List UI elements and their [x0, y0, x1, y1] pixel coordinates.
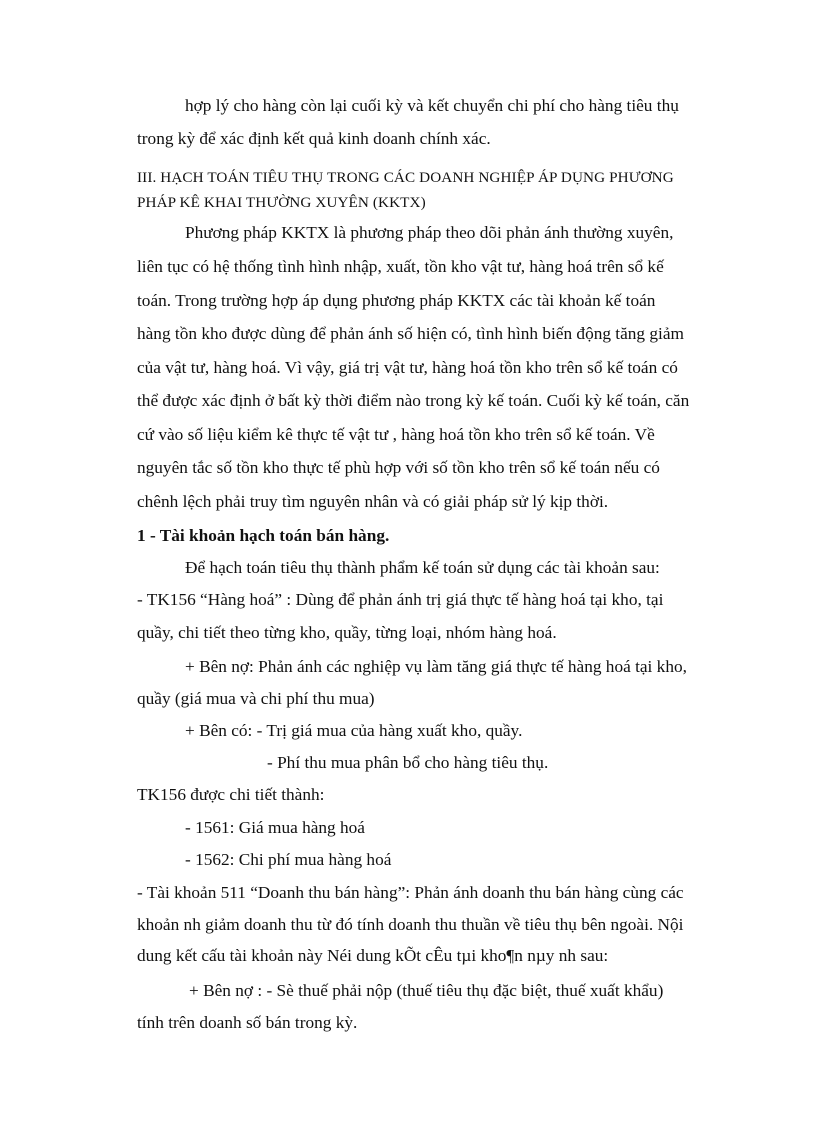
text-line: + Bên nợ : - Sè thuế phải nộp (thuế tiêu thụ đặc biệt, thuế xuất khẩu)	[189, 981, 664, 1000]
section-heading: III. HẠCH TOÁN TIÊU THỤ TRONG CÁC DOANH NGHIỆP ÁP DỤNG PHƯƠNG	[137, 169, 674, 186]
text-line: quầy (giá mua và chi phí thu mua)	[137, 689, 375, 708]
text-line: tính trên doanh số bán trong kỳ.	[137, 1013, 358, 1032]
section-heading: PHÁP KÊ KHAI THƯỜNG XUYÊN (KKTX)	[137, 194, 426, 211]
text-line: chênh lệch phải truy tìm nguyên nhân và có giải pháp sử lý kịp thời.	[137, 492, 609, 511]
text-line: - TK156 “Hàng hoá” : Dùng để phản ánh trị giá thực tế hàng hoá tại kho, tại	[137, 590, 664, 609]
text-line: TK156 được chi tiết thành:	[137, 785, 325, 804]
text-line: trong kỳ để xác định kết quả kinh doanh chính xác.	[137, 129, 491, 148]
text-line: - 1561: Giá mua hàng hoá	[185, 818, 365, 837]
text-line: Phương pháp KKTX là phương pháp theo dõi phản ánh thường xuyên,	[185, 223, 674, 242]
text-line: Để hạch toán tiêu thụ thành phẩm kế toán sử dụng các tài khoản sau:	[185, 558, 660, 577]
text-line: quầy, chi tiết theo từng kho, quầy, từng loại, nhóm hàng hoá.	[137, 623, 557, 642]
text-line: + Bên có: - Trị giá mua của hàng xuất kho, quầy.	[185, 721, 523, 740]
text-line: liên tục có hệ thống tình hình nhập, xuất, tồn kho vật tư, hàng hoá trên sổ kế	[137, 257, 664, 276]
text-line: khoản nh giảm doanh thu từ đó tính doanh thu thuần về tiêu thụ bên ngoài. Nội	[137, 915, 684, 934]
text-line: hợp lý cho hàng còn lại cuối kỳ và kết chuyển chi phí cho hàng tiêu thụ	[185, 96, 679, 115]
text-line: của vật tư, hàng hoá. Vì vậy, giá trị vật tư, hàng hoá tồn kho trên sổ kế toán có	[137, 358, 678, 377]
text-line: - 1562: Chi phí mua hàng hoá	[185, 850, 392, 869]
text-line: thể được xác định ở bất kỳ thời điểm nào trong kỳ kế toán. Cuối kỳ kế toán, căn	[137, 391, 690, 410]
text-line: dung kết cấu tài khoản này Néi dung kÕt cÊu tµi kho¶n nµy nh sau:	[137, 946, 609, 965]
text-line: nguyên tắc số tồn kho thực tế phù hợp với số tồn kho trên sổ kế toán nếu có	[137, 458, 660, 477]
text-line: - Tài khoản 511 “Doanh thu bán hàng”: Phản ánh doanh thu bán hàng cùng các	[137, 883, 684, 902]
subsection-heading: 1 - Tài khoản hạch toán bán hàng.	[137, 526, 390, 545]
text-line: cứ vào số liệu kiểm kê thực tế vật tư , hàng hoá tồn kho trên sổ kế toán. Về	[137, 425, 655, 444]
text-line: toán. Trong trường hợp áp dụng phương pháp KKTX các tài khoản kế toán	[137, 291, 656, 310]
text-line: + Bên nợ: Phản ánh các nghiệp vụ làm tăng giá thực tế hàng hoá tại kho,	[185, 657, 687, 676]
text-line: hàng tồn kho được dùng để phản ánh số hiện có, tình hình biến động tăng giảm	[137, 324, 684, 343]
text-line: - Phí thu mua phân bổ cho hàng tiêu thụ.	[267, 753, 549, 772]
